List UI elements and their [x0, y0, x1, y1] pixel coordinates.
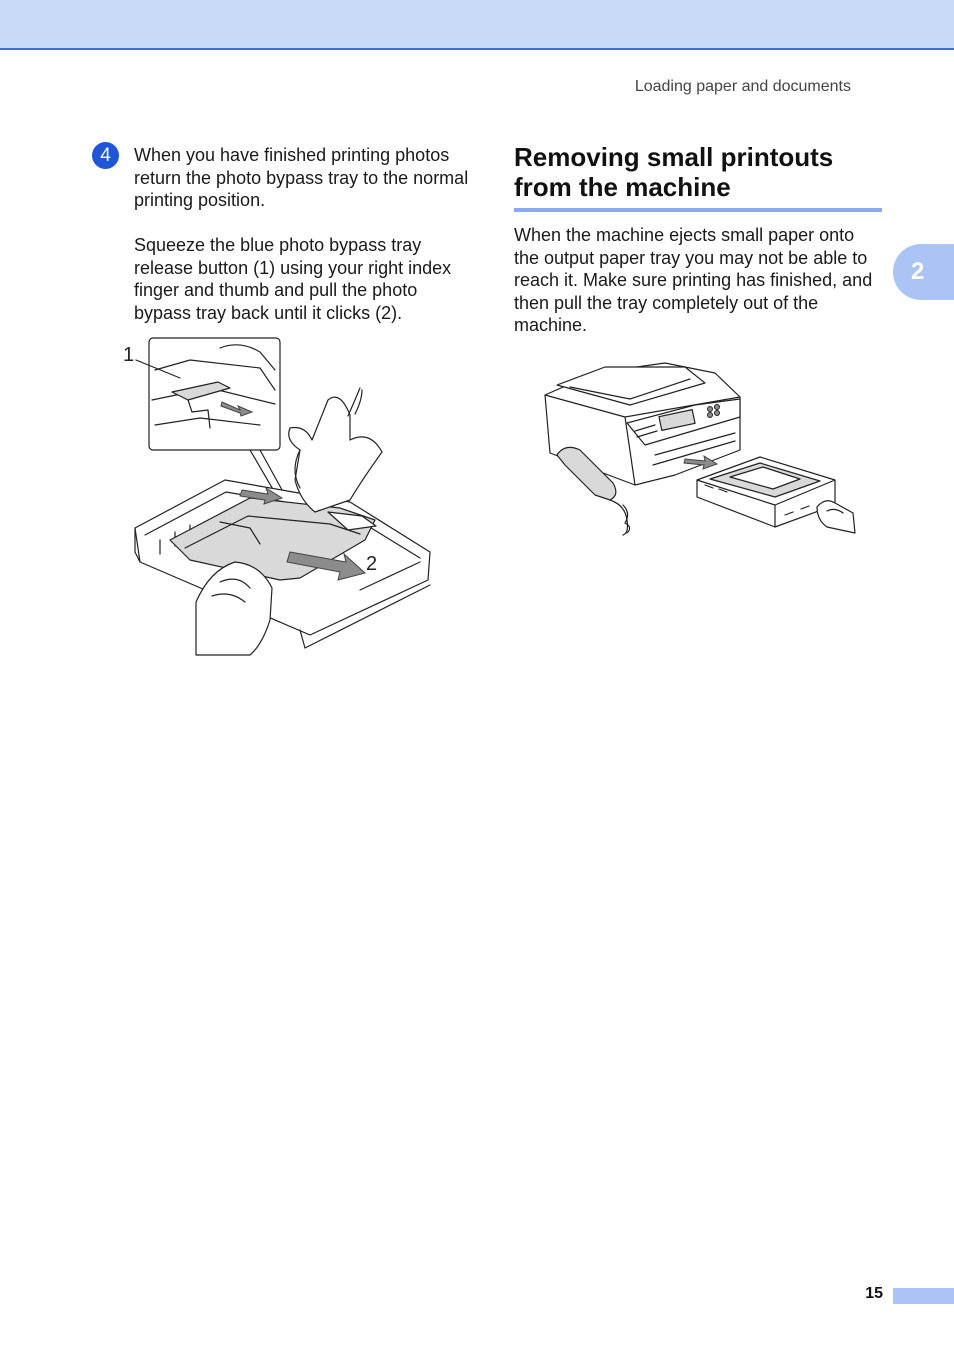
step-paragraph-2: Squeeze the blue photo bypass tray release button (1) using your right index finger and thumb and pull the photo bypass tray back until it clicks (2). — [134, 235, 452, 323]
photo-bypass-tray-illustration — [100, 330, 445, 660]
chapter-tab — [893, 244, 954, 300]
top-color-band — [0, 0, 954, 50]
callout-1: 1 — [123, 344, 135, 366]
section-title: Removing small printouts from the machine — [514, 142, 834, 202]
page-number: 15 — [865, 1285, 883, 1302]
footer-color-tab — [893, 1288, 954, 1304]
section-title-rule — [514, 208, 882, 212]
step-paragraph-1: When you have finished printing photos return the photo bypass tray to the normal printing position. — [134, 145, 469, 210]
chapter-number: 2 — [911, 258, 925, 285]
step-number-badge — [92, 142, 119, 169]
callout-2: 2 — [366, 553, 378, 575]
step-number: 4 — [100, 144, 111, 166]
running-header: Loading paper and documents — [634, 78, 851, 95]
section-paragraph: When the machine ejects small paper onto the output paper tray you may not be able to reach it. Make sure printing has finished, and then pull the tray completely out of the machine. — [514, 225, 873, 335]
paper-tray-removal-illustration — [535, 355, 865, 540]
